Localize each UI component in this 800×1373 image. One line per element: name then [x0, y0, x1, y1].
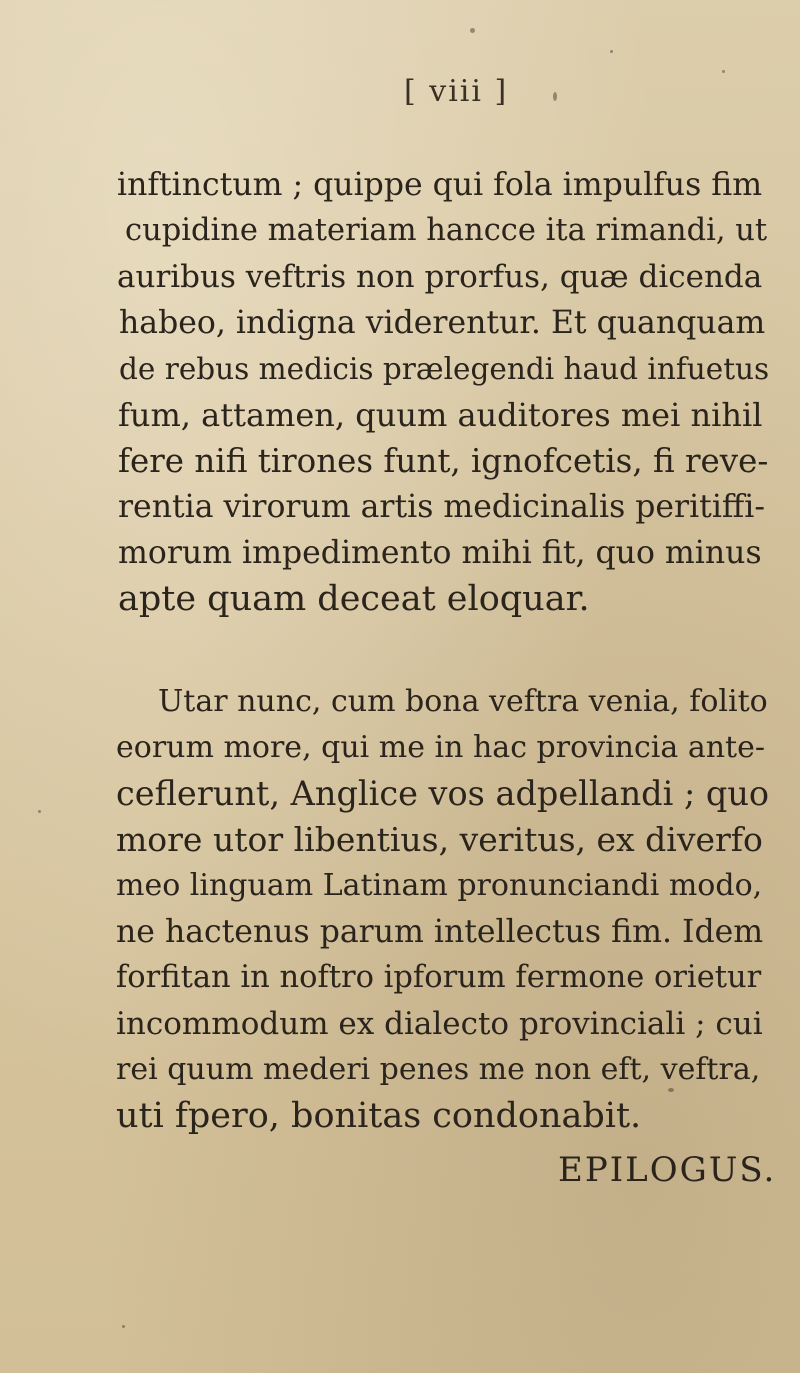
text-line: uti fpero, bonitas condonabit. [116, 1096, 642, 1136]
text-line: cupidine materiam hancce ita rimandi, ut [125, 213, 768, 248]
text-line: apte quam deceat eloquar. [118, 579, 590, 619]
text-line: fere nifi tirones funt, ignofcetis, fi reve- [118, 442, 769, 480]
text-line: Utar nunc, cum bona veftra venia, folito [158, 684, 768, 719]
text-line: rentia virorum artis medicinalis peritiffi- [118, 489, 766, 525]
print-speck [122, 1325, 125, 1328]
text-line: morum impedimento mihi fit, quo minus [118, 535, 762, 571]
text-line: de rebus medicis prælegendi haud infuetus [119, 352, 770, 386]
text-line: forfitan in noftro ipforum fermone orietur [116, 960, 762, 995]
page-signature: [ viii ] [404, 74, 509, 109]
text-line: rei quum mederi penes me non eft, veftra, [116, 1052, 761, 1087]
text-line: ceflerunt, Anglice vos adpellandi ; quo [116, 774, 770, 813]
text-line: fum, attamen, quum auditores mei nihil [118, 396, 763, 434]
text-line: eorum more, qui me in hac provincia ante- [116, 730, 765, 765]
print-speck [553, 92, 557, 101]
text-line: inftinctum ; quippe qui fola impulfus fim [117, 167, 763, 203]
text-line: meo linguam Latinam pronunciandi modo, [116, 868, 763, 903]
text-line: ne hactenus parum intellectus fim. Idem [116, 914, 764, 950]
print-speck [470, 28, 475, 33]
print-speck [722, 70, 725, 73]
print-speck [38, 810, 41, 813]
text-line: incommodum ex dialecto provinciali ; cui [116, 1006, 763, 1042]
text-line: more utor libentius, veritus, ex diverfo [116, 820, 763, 859]
print-speck [610, 50, 613, 53]
catchword: EPILOGUS. [558, 1150, 777, 1190]
text-line: habeo, indigna viderentur. Et quanquam [119, 305, 766, 341]
text-line: auribus veftris non prorfus, quæ dicenda [117, 259, 763, 295]
